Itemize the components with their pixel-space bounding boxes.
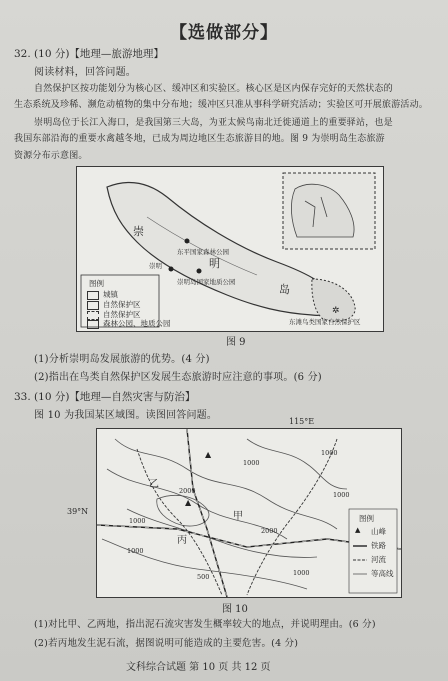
figure-9-caption: 图 9: [226, 337, 246, 348]
forest-park-marker: [185, 239, 190, 244]
legend-title: 图例: [89, 279, 104, 288]
city-marker: [169, 267, 174, 272]
contour-label: 1000: [127, 547, 144, 555]
region-map-svg: [97, 429, 401, 597]
river: [247, 439, 337, 595]
peak-legend-icon: ▲: [355, 526, 361, 534]
island-char-3: 岛: [279, 283, 290, 296]
contour-label: 2000: [261, 527, 278, 535]
q32-intro: 阅读材料，回答问题。: [34, 67, 136, 78]
q33-title: 33. (10 分)【地理—自然灾害与防治】: [14, 391, 196, 403]
peak-icon: ▲: [185, 498, 192, 507]
q33-sub2: (2)若丙地发生泥石流，据图说明可能造成的主要危害。(4 分): [34, 638, 299, 649]
contour-line: [107, 469, 287, 539]
geopark-marker: [197, 269, 202, 274]
q32-sub1: (1)分析崇明岛发展旅游的优势。(4 分): [34, 354, 210, 365]
longitude-label: 115°E: [289, 417, 315, 426]
island-char-1: 崇: [133, 225, 144, 238]
reserve-label: 东滩鸟类国家自然保护区: [289, 318, 361, 326]
contour-label: 1000: [129, 517, 146, 525]
figure-9-map: [76, 166, 384, 332]
place-yi: 乙: [149, 479, 159, 490]
contour-label: 1000: [333, 491, 350, 499]
legend-item-town: 城镇: [87, 289, 118, 300]
island-char-2: 明: [209, 257, 220, 270]
legend-item-river: 河流: [371, 555, 386, 564]
q33-sub1: (1)对比甲、乙两地，指出泥石流灾害发生概率较大的地点，并说明理由。(6 分): [34, 619, 376, 630]
page-footer: 文科综合试题 第 10 页 共 12 页: [126, 662, 271, 673]
contour-label: 2000: [179, 487, 196, 495]
legend-item-reserve-2: 自然保护区: [87, 309, 141, 320]
contour-label: 1000: [243, 459, 260, 467]
q32-para1-line2: 生态系统及珍稀、濒危动植物的集中分布地；缓冲区只准从事科学研究活动；实验区可开展旅游活动。: [14, 100, 429, 110]
reserve-star-icon: ✲: [332, 306, 340, 316]
legend-item-parks: 森林公园、地质公园: [87, 318, 171, 329]
contour-label: 500: [197, 573, 210, 581]
contour-label: 1000: [321, 449, 338, 457]
q32-para2-line3: 资源分布示意图。: [14, 151, 88, 161]
legend-item-reserve-1: 自然保护区: [87, 299, 141, 310]
latitude-label: 39°N: [67, 507, 89, 516]
q32-para2-line2: 我国东部沿海的重要水禽越冬地，已成为周边地区生态旅游目的地。图 9 为崇明岛生态旅游: [14, 134, 385, 144]
place-jia: 甲: [233, 511, 243, 522]
figure-10-map: [67, 417, 402, 598]
section-header: 【选做部分】: [170, 23, 278, 43]
legend-item-contour: 等高线: [371, 569, 394, 578]
legend-title: 图例: [359, 514, 374, 523]
city-label: 崇明: [149, 262, 162, 270]
q33-intro: 图 10 为我国某区域图。读图回答问题。: [34, 410, 218, 421]
peak-icon: ▲: [205, 450, 212, 459]
legend-item-railway: 铁路: [371, 541, 386, 550]
contour-label: 1000: [293, 569, 310, 577]
q32-para2-line1: 崇明岛位于长江入海口，是我国第三大岛，为亚太候鸟南北迁徙通道上的重要驿站，也是: [34, 118, 393, 128]
place-bing: 丙: [177, 535, 187, 546]
figure-10-caption: 图 10: [222, 604, 248, 615]
q32-title: 32. (10 分)【地理—旅游地理】: [14, 48, 164, 60]
forest-park-label: 东平国家森林公园: [177, 248, 229, 256]
q32-para1-line1: 自然保护区按功能划分为核心区、缓冲区和实验区。核心区是区内保存完好的天然状态的: [34, 84, 393, 94]
q32-sub2: (2)指出在鸟类自然保护区发展生态旅游时应注意的事项。(6 分): [34, 372, 322, 383]
park-icon: [87, 320, 99, 329]
geopark-label: 崇明岛国家地质公园: [177, 278, 236, 286]
contour-line: [247, 439, 347, 489]
legend-item-peak: 山峰: [371, 527, 386, 536]
